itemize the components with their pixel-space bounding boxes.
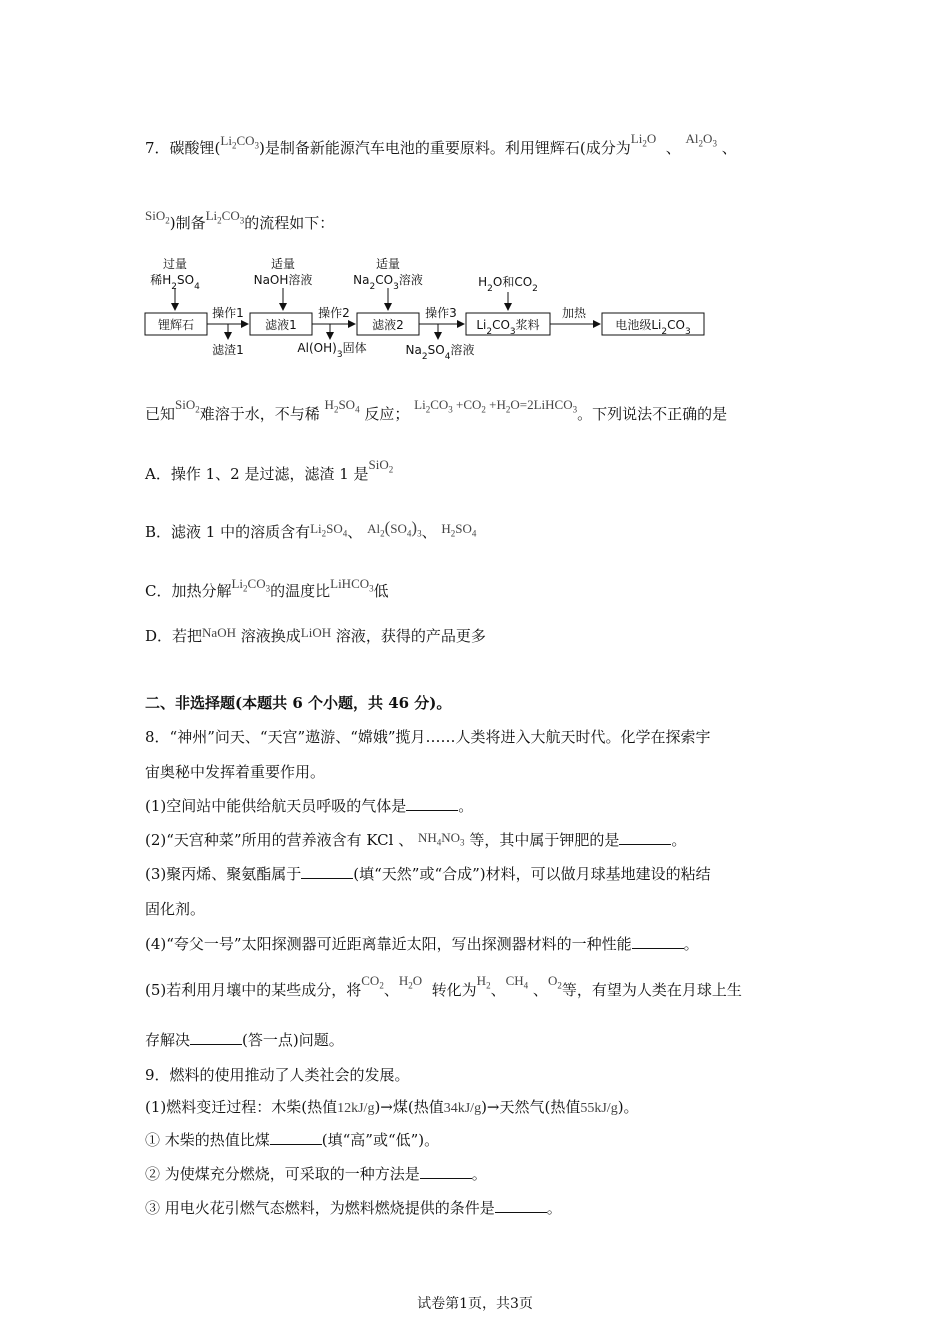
q9-part1: (1)燃料变迁过程：木柴(热值12kJ/g)→煤(热值34kJ/g)→天然气(热值55kJ/g)。 bbox=[145, 1098, 639, 1116]
answer-blank[interactable] bbox=[190, 1030, 242, 1045]
op2-label: 操作2 bbox=[318, 306, 350, 320]
box-spodumene-label: 锂辉石 bbox=[157, 318, 195, 332]
formula-sio2: SiO$_2$ bbox=[175, 397, 200, 415]
formula-li2co3: $Li_2CO_3$ bbox=[220, 133, 260, 151]
heat-value-gas: 55kJ/g bbox=[580, 1101, 618, 1116]
formula-al2so43: $Al_2(SO_4)_3$ bbox=[367, 518, 422, 539]
q8-line2: 宙奥秘中发挥着重要作用。 bbox=[145, 763, 326, 781]
reagent2-top: 适量 bbox=[270, 257, 296, 271]
formula-lioh: LiOH bbox=[300, 625, 332, 640]
q7-line2: SiO$_2$)制备$Li_2CO_3$的流程如下： bbox=[145, 208, 335, 232]
q8-part4: (4)“夸父一号”太阳探测器可近距离靠近太阳，写出探测器材料的一种性能 。 bbox=[145, 935, 699, 953]
formula-li2o: $Li_2O$ bbox=[630, 131, 657, 149]
op1-label: 操作1 bbox=[212, 306, 244, 320]
heat-value-wood: 12kJ/g bbox=[337, 1101, 375, 1116]
reagent3-top: 适量 bbox=[375, 257, 401, 271]
q8-part2: (2)“天宫种菜”所用的营养液含有 KCl 、 $NH_4NO_3$ 等，其中属于钾肥的是 。 bbox=[145, 830, 687, 849]
formula-h2: $H_2$ bbox=[476, 973, 491, 991]
option-d: D．若把NaOH 溶液换成LiOH 溶液，获得的产品更多 bbox=[145, 625, 486, 645]
q7-line1: 7．碳酸锂$(Li_2CO_3)$是制备新能源汽车电池的重要原料。利用锂辉石(成分为$Li_2O$ 、 $Al_2O_3$ 、 bbox=[145, 131, 737, 157]
formula-co2: $CO_2$ bbox=[361, 973, 384, 991]
q8-part3-cont: 固化剂。 bbox=[145, 900, 206, 918]
formula-sio2: SiO$_2$ bbox=[145, 208, 170, 226]
answer-blank[interactable] bbox=[495, 1198, 547, 1213]
aloh3-solid: $Al(OH)_3$固体 bbox=[297, 341, 367, 360]
box-slurry-label: $Li_2CO_3$浆料 bbox=[476, 318, 540, 337]
q8-part5: (5)若利用月壤中的某些成分，将$CO_2$、$H_2O$ 转化为$H_2$、$CH_4$ 、$O_2$等，有望为人类在月球上生 bbox=[145, 973, 742, 999]
q9-sub3: ③ 用电火花引燃气态燃料，为燃料燃烧提供的条件是 。 bbox=[145, 1199, 562, 1217]
q8-part1: (1)空间站中能供给航天员呼吸的气体是 。 bbox=[145, 797, 474, 815]
heat-label: 加热 bbox=[561, 306, 587, 320]
option-a: A．操作 1、2 是过滤，滤渣 1 是SiO$_2$ bbox=[145, 457, 394, 483]
formula-sio2: SiO$_2$ bbox=[368, 457, 394, 475]
formula-h2so4: $H_2SO_4$ bbox=[324, 397, 360, 415]
answer-blank[interactable] bbox=[301, 864, 353, 879]
formula-li2co3: $Li_2CO_3$ bbox=[231, 576, 271, 594]
q9-sub1: ① 木柴的热值比煤 (填“高”或“低”)。 bbox=[145, 1131, 440, 1149]
page-footer: 试卷第1页，共3页 bbox=[417, 1296, 533, 1312]
formula-o2: $O_2$ bbox=[547, 973, 562, 991]
formula-li2co3: $Li_2CO_3$ bbox=[205, 208, 245, 226]
q8-part5-cont: 存解决 (答一点)问题。 bbox=[145, 1031, 344, 1049]
q8-line1: 8．“神州”问天、“天宫”遨游、“嫦娥”揽月……人类将进入大航天时代。化学在探索宇 bbox=[145, 728, 711, 746]
formula-lihco3: LiHCO$_3$ bbox=[330, 576, 374, 594]
answer-blank[interactable] bbox=[420, 1164, 472, 1179]
box-filtrate2-label: 滤液2 bbox=[372, 318, 404, 332]
na2so4-solution: $Na_2SO_4$溶液 bbox=[405, 343, 475, 362]
option-c: C．加热分解$Li_2CO_3$的温度比LiHCO$_3$低 bbox=[145, 576, 389, 600]
answer-blank[interactable] bbox=[270, 1130, 322, 1145]
formula-ch4: $CH_4$ bbox=[505, 973, 529, 991]
q9-sub2: ② 为使煤充分燃烧，可采取的一种方法是 。 bbox=[145, 1165, 487, 1183]
option-b: B．滤液 1 中的溶质含有$Li_2SO_4$、 $Al_2(SO_4)_3$、 $H_2SO_4$ bbox=[145, 518, 477, 541]
q8-part3: (3)聚丙烯、聚氨酯属于 (填“天然”或“合成”)材料，可以做月球基地建设的粘结 bbox=[145, 865, 711, 883]
formula-li2so4: $Li_2SO_4$ bbox=[310, 521, 348, 539]
answer-blank[interactable] bbox=[632, 934, 684, 949]
reagent1-top: 过量 bbox=[162, 257, 188, 271]
box-filtrate1-label: 滤液1 bbox=[265, 318, 297, 332]
formula-h2so4: $H_2SO_4$ bbox=[441, 521, 477, 539]
answer-blank[interactable] bbox=[619, 830, 671, 845]
formula-al2o3: $Al_2O_3$ bbox=[685, 131, 717, 149]
residue1: 滤渣1 bbox=[212, 343, 244, 357]
q9-line1: 9．燃料的使用推动了人类社会的发展。 bbox=[145, 1066, 410, 1084]
box-product-label: 电池级$Li_2CO_3$ bbox=[615, 318, 691, 337]
q7-given: 已知SiO$_2$难溶于水，不与稀 $H_2SO_4$ 反应； $Li_2CO_3 +CO_2$ $+H_2O=2LiHCO_3$。下列说法不正确的是 bbox=[145, 397, 728, 423]
formula-naoh: NaOH bbox=[202, 625, 236, 640]
section-title: 二、非选择题(本题共 6 个小题，共 46 分)。 bbox=[145, 694, 452, 712]
reagent4: $H_2O$和$CO_2$ bbox=[478, 275, 538, 294]
equation: $Li_2CO_3 +CO_2$ $+H_2O=2LiHCO_3$ bbox=[414, 397, 578, 415]
reagent3-bottom: $Na_2CO_3$溶液 bbox=[353, 273, 423, 292]
formula-nh4no3: $NH_4NO_3$ bbox=[417, 830, 465, 848]
heat-value-coal: 34kJ/g bbox=[443, 1101, 482, 1116]
reagent1-bottom: 稀$H_2SO_4$ bbox=[150, 273, 200, 292]
formula-h2o: $H_2O$ bbox=[398, 973, 423, 991]
flow-diagram bbox=[140, 252, 720, 362]
answer-blank[interactable] bbox=[406, 796, 458, 811]
reagent2-bottom: NaOH溶液 bbox=[253, 273, 313, 287]
op3-label: 操作3 bbox=[425, 306, 457, 320]
